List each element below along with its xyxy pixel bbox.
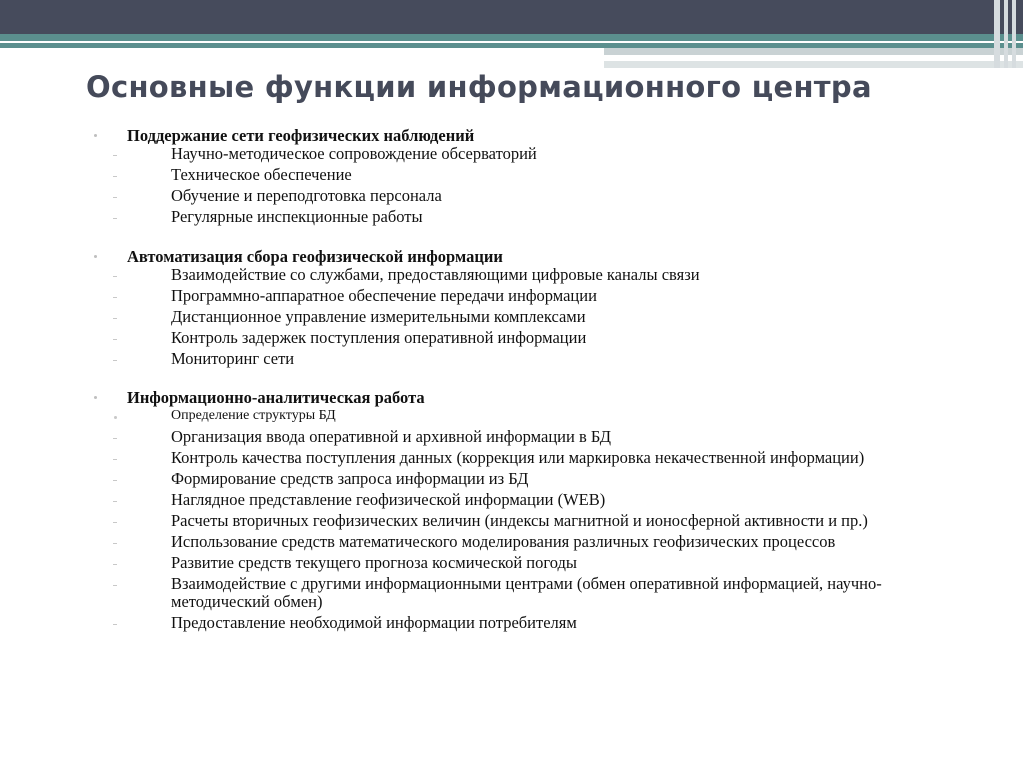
decorative-bar (994, 0, 1000, 68)
header-accent-strip (604, 61, 1023, 68)
list-item: Мониторинг сети (0, 350, 1023, 368)
section-list (0, 407, 1023, 631)
list-item: Взаимодействие со службами, предоставляющими цифровые каналы связи (0, 266, 1023, 284)
decorative-bar (1004, 0, 1008, 68)
dash-icon (113, 459, 117, 460)
list-item: Контроль качества поступления данных (коррекция или маркировка некачественной информации) (0, 449, 1023, 467)
list-item: Наглядное представление геофизической информации (WEB) (0, 491, 1023, 509)
list-item: Техническое обеспечение (0, 166, 1023, 184)
dash-icon (113, 438, 117, 439)
list-item: Определение структуры БД (0, 407, 1023, 425)
list-item: Развитие средств текущего прогноза космической погоды (0, 554, 1023, 572)
list-item: Организация ввода оперативной и архивной информации в БД (0, 428, 1023, 446)
dash-icon (113, 564, 117, 565)
list-item: Регулярные инспекционные работы (0, 208, 1023, 226)
dash-icon (113, 176, 117, 177)
decorative-bar (1012, 0, 1016, 68)
dash-icon (113, 585, 117, 586)
dash-icon (113, 197, 117, 198)
bullet-dot-icon (114, 416, 117, 419)
slide-content (0, 126, 1023, 652)
section-heading: Автоматизация сбора геофизической информации (0, 247, 1023, 266)
dash-icon (113, 501, 117, 502)
dash-icon (113, 297, 117, 298)
dash-icon (113, 624, 117, 625)
section-heading: Информационно-аналитическая работа (0, 388, 1023, 407)
list-item: Научно-методическое сопровождение обсерваторий (0, 145, 1023, 163)
list-item: Обучение и переподготовка персонала (0, 187, 1023, 205)
dash-icon (113, 339, 117, 340)
bullet-dot-icon (94, 255, 97, 258)
section-analytics (0, 388, 1023, 631)
bullet-dot-icon (94, 396, 97, 399)
dash-icon (113, 155, 117, 156)
section-heading: Поддержание сети геофизических наблюдений (0, 126, 1023, 145)
dash-icon (113, 522, 117, 523)
dash-icon (113, 360, 117, 361)
dash-icon (113, 276, 117, 277)
section-network (0, 126, 1023, 226)
list-item: Формирование средств запроса информации из БД (0, 470, 1023, 488)
section-list (0, 145, 1023, 226)
slide-title: Основные функции информационного центра (86, 70, 872, 104)
header-divider (0, 41, 1023, 43)
list-item: Взаимодействие с другими информационными центрами (обмен оперативной информацией, научно-методический обмен) (0, 575, 1023, 610)
bullet-dot-icon (94, 134, 97, 137)
list-item: Дистанционное управление измерительными комплексами (0, 308, 1023, 326)
header-dark-band (0, 0, 1023, 34)
list-item: Использование средств математического моделирования различных геофизических процессов (0, 533, 1023, 551)
dash-icon (113, 318, 117, 319)
list-item: Программно-аппаратное обеспечение передачи информации (0, 287, 1023, 305)
list-item: Предоставление необходимой информации потребителям (0, 614, 1023, 632)
section-automation (0, 247, 1023, 368)
list-item: Контроль задержек поступления оперативной информации (0, 329, 1023, 347)
dash-icon (113, 543, 117, 544)
dash-icon (113, 480, 117, 481)
dash-icon (113, 218, 117, 219)
list-item: Расчеты вторичных геофизических величин (индексы магнитной и ионосферной активности и пр.) (0, 512, 1023, 530)
section-list (0, 266, 1023, 368)
